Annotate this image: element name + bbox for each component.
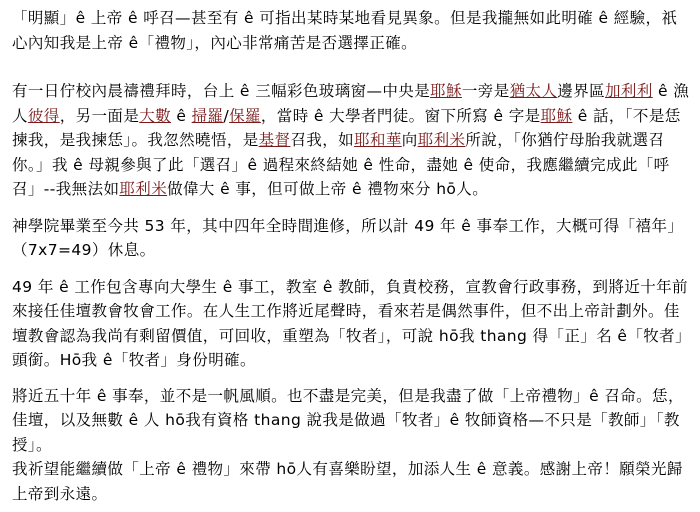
underlined-name: 保羅 [229,106,261,125]
text-run: 向 [401,131,418,149]
text-run: 一旁是 [461,82,510,100]
text-run: 我祈望能繼續做「上帝 ê 禮物」來帶 hō人有喜樂盼望，加添人生 ê 意義。感謝上帝！願榮光歸上帝到永遠。 [12,460,683,503]
paragraph-seminary-years [12,214,690,263]
underlined-name: 耶和華 [354,131,402,149]
text-run: 「明顯」ê 上帝 ê 呼召—甚至有 ê 可指出某時某地看見異象。但是我攏無如此明確 ê 經驗，祇心內知我是上帝 ê「禮物」，內心非常痛苦是否選擇正確。 [12,9,678,52]
underlined-name: 加利利 [605,82,653,100]
underlined-name: 耶利米 [119,180,168,198]
text-run: 邊界區 [557,82,606,100]
text-run: 49 年 ê 工作包含專向大學生 ê 事工，教室 ê 教師，負責校務，宣教會行政事務，到將近十年前來接任佳壇教會牧會工作。在人生工作將近尾聲時，看來若是偶然事件，但不出上帝計劃外。佳壇教會認為我尚有剩留價值，可回收，重塑為「牧者」，可說 hō我 thang 得「正」名 ê「牧者」頭銜。Hō我 ê「牧者」身份明確。 [12,277,688,369]
paragraph-ministry-work [12,275,690,373]
text-run: 將近五十年 ê 事奉，並不是一帆風順。也不盡是完美，但是我盡了做「上帝禮物」ê 召命。恁， 佳壇，以及無數 ê 人 hō我有資格 thang 說我是做過「牧者」ê 牧師資格—不只是「教師」「教授」。 [12,386,684,454]
underlined-name: 大數 [139,106,172,125]
text-run: 有一日佇校內晨禱禮拜時，台上 ê 三幅彩色玻璃窗—中央是 [12,82,431,100]
text-run: ，另一面是 [59,106,140,125]
underlined-name: 猶太人 [509,82,558,100]
underlined-name: 耶利米 [417,131,466,149]
underlined-name: 基督 [258,131,291,149]
paragraph-stained-glass [12,79,690,202]
underlined-name: 耶穌 [540,106,573,125]
text-run: 做偉大 ê 事，但可做上帝 ê 禮物來分 hō人。 [167,180,489,198]
paragraph-calling [12,6,690,55]
paragraph-fifty-years [12,384,690,458]
text-run: 召我，如 [290,131,355,149]
underlined-name: 掃羅 [191,106,224,125]
paragraph-prayer [12,457,690,506]
text-run: ê [171,106,192,125]
underlined-name: 耶穌 [430,82,462,100]
text-run: 神學院畢業至今共 53 年，其中四年全時間進修，所以計 49 年 ê 事奉工作，大概可得「禧年」（7x7=49）休息。 [12,216,684,259]
text-run: / [223,106,230,125]
text-run: ，當時 ê 大學者門徒。窗下所寫 ê 字是 [260,106,541,125]
underlined-name: 彼得 [27,106,60,125]
text-run: 所說，「你猶佇母胎我就選召你。」我 ê 母親參與了此「選召」ê 過程來終結她 ê 性命，盡她 ê 使命，我應繼續完成此「呼召」--我無法如 [12,131,670,198]
text-run: ê 漁人 [12,82,690,125]
text-run: ê 話，「不是恁揀我，是我揀恁」。我忽然曉悟，是 [12,106,681,149]
